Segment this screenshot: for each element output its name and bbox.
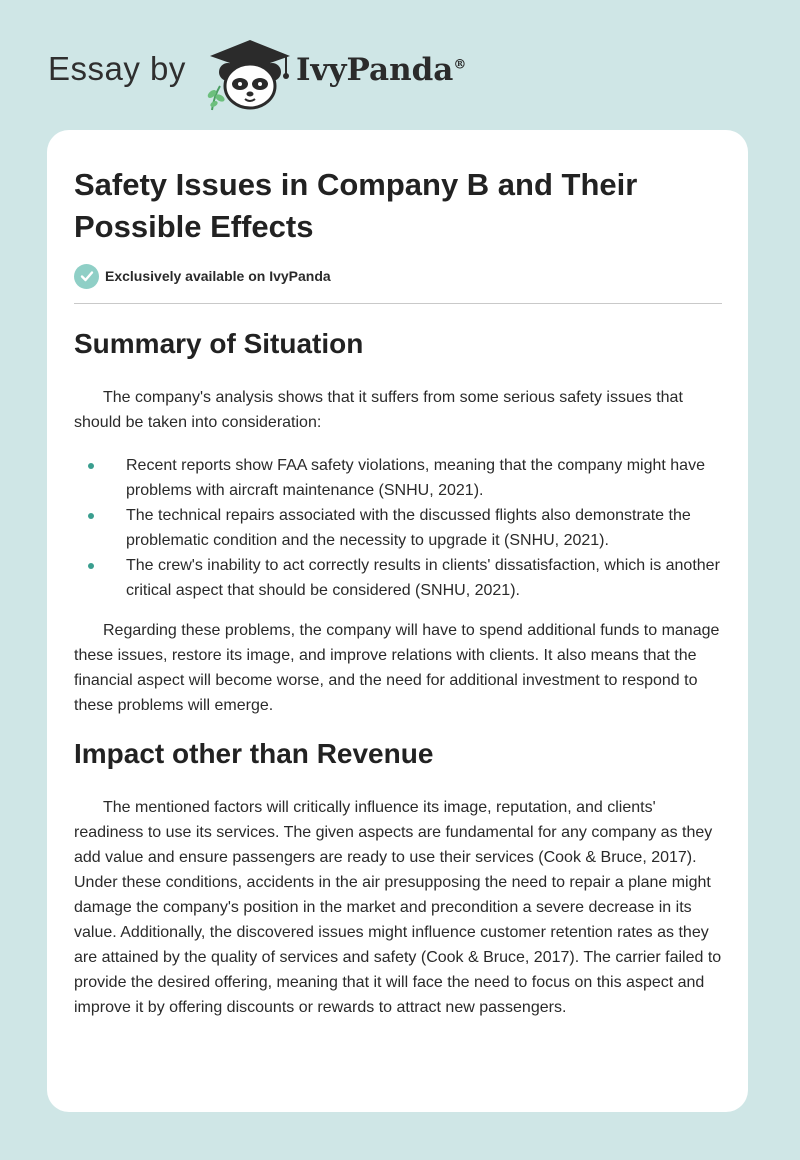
essay-by-label: Essay by xyxy=(48,50,186,87)
panda-logo-icon[interactable] xyxy=(200,36,296,112)
badge-label: Exclusively available on IvyPanda xyxy=(105,268,331,284)
list-item-text: The crew's inability to act correctly results in clients' dissatisfaction, which is another critical aspect that should be considered (SNHU, 2021). xyxy=(126,557,720,599)
list-item xyxy=(74,453,724,503)
registered-mark: ® xyxy=(453,57,467,73)
list-item-text: The technical repairs associated with the discussed flights also demonstrate the problematic condition and the necessity to upgrade it (SNHU, 2021). xyxy=(126,507,691,549)
divider xyxy=(74,303,722,304)
page-title: Safety Issues in Company B and Their Possible Effects xyxy=(74,167,638,244)
safety-issues-list xyxy=(74,453,724,603)
bullet-icon xyxy=(88,463,94,469)
check-icon xyxy=(74,264,99,289)
bullet-icon xyxy=(88,513,94,519)
summary-closing-paragraph: Regarding these problems, the company will have to spend additional funds to manage these issues, restore its image, and improve relations with clients. It also means that the financial aspect will become worse, and the need for additional investment to respond to these problems will emerge. xyxy=(74,622,720,714)
list-item xyxy=(74,503,724,553)
bullet-icon xyxy=(88,563,94,569)
summary-intro-paragraph: The company's analysis shows that it suffers from some serious safety issues that should be taken into consideration: xyxy=(74,389,683,431)
impact-paragraph: The mentioned factors will critically influence its image, reputation, and clients' readiness to use its services. The given aspects are fundamental for any company as they add value and ensure passengers are ready to use their services (Cook & Bruce, 2017). Under these conditions, accidents in the air presupposing the need to repair a plane might damage the company's position in the market and precondition a severe decrease in its value. Additionally, the discovered issues might influence customer retention rates as they are attained by the quality of services and safety (Cook & Bruce, 2017). The carrier failed to provide the desired offering, meaning that it will face the need to focus on this aspect and improve it by offering discounts or rewards to attract new passengers. xyxy=(74,799,722,1016)
list-item-text: Recent reports show FAA safety violations, meaning that the company might have problems with aircraft maintenance (SNHU, 2021). xyxy=(126,457,705,499)
brand-name[interactable] xyxy=(296,52,466,88)
list-item xyxy=(74,553,724,603)
section-heading-summary: Summary of Situation xyxy=(74,328,364,359)
brand-label: IvyPanda xyxy=(296,52,454,88)
section-heading-impact: Impact other than Revenue xyxy=(74,738,434,769)
exclusive-badge xyxy=(74,263,331,289)
essay-card xyxy=(47,130,748,1112)
site-header xyxy=(0,0,800,120)
